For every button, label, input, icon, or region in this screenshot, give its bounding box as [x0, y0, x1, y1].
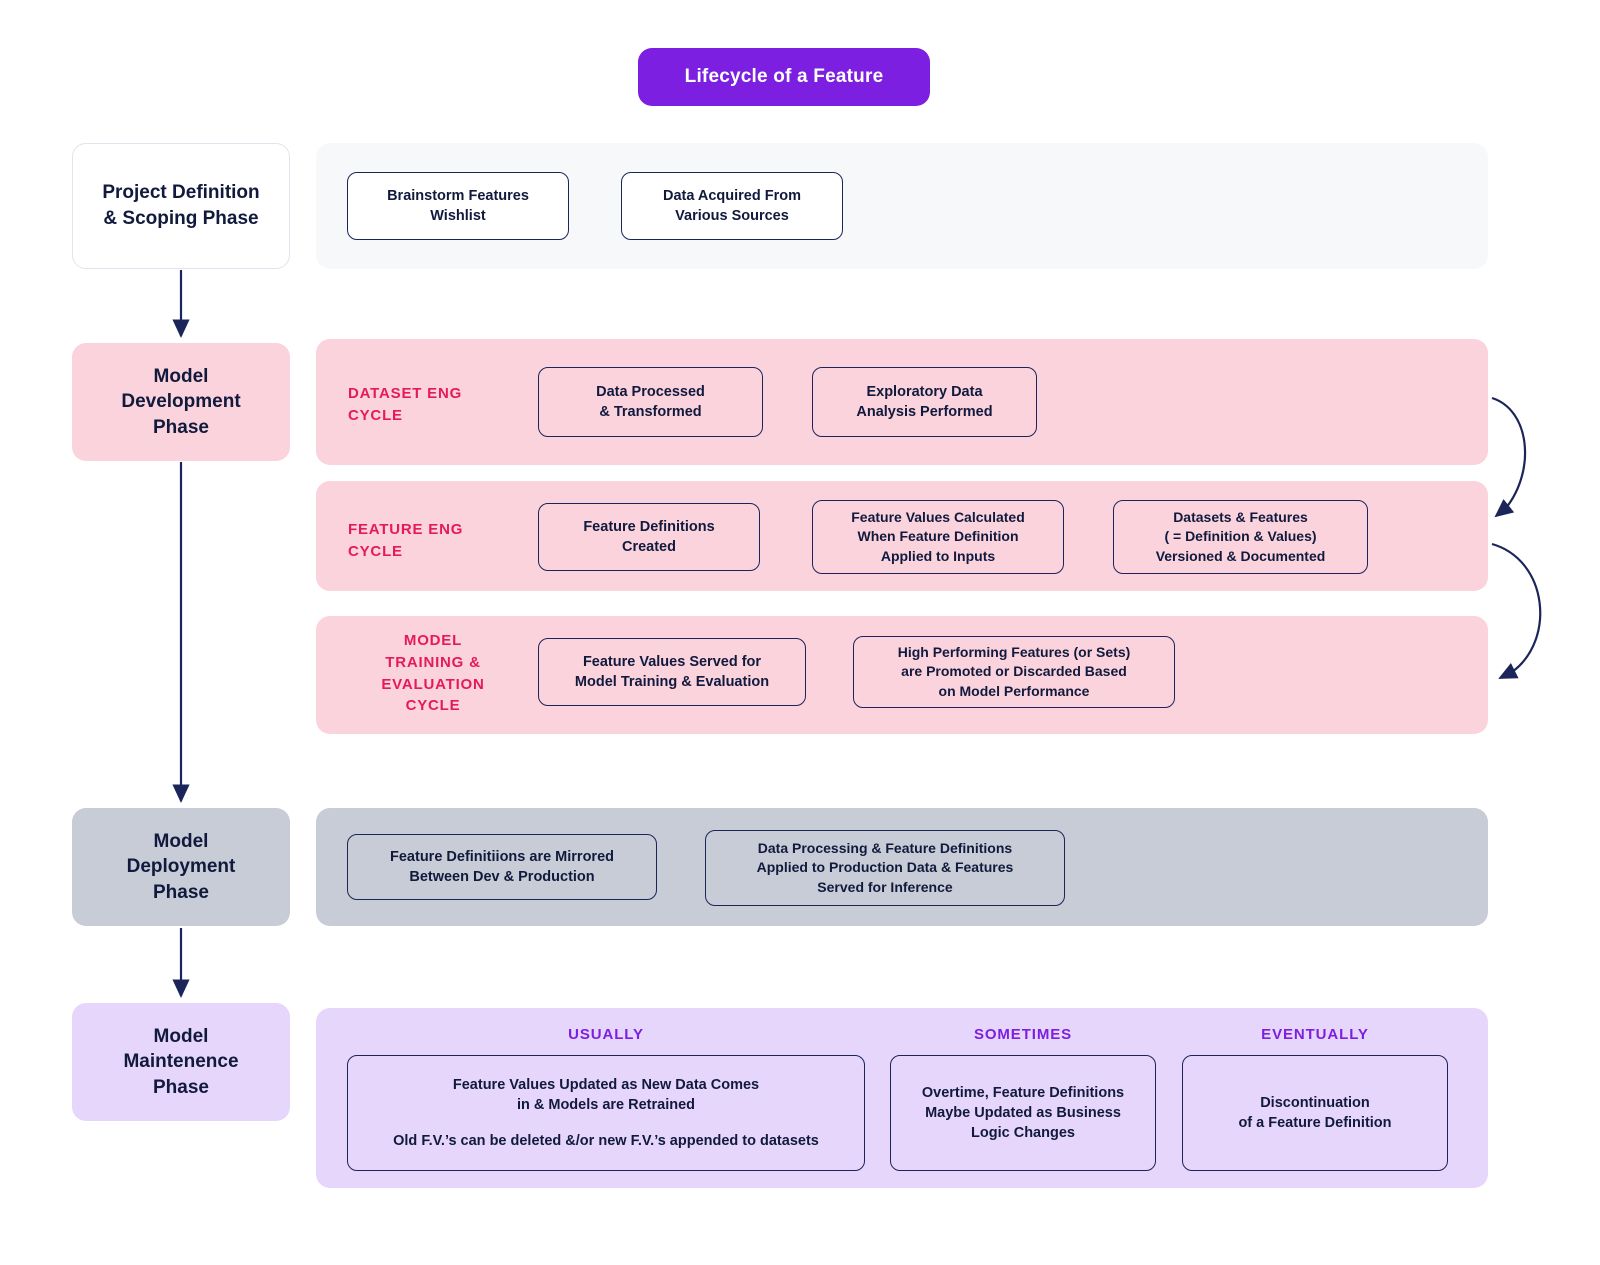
- phase-maintenance-line1: Model: [153, 1025, 209, 1047]
- node-eventually-discontinuation: [1182, 1055, 1448, 1171]
- cycle-dataset-line2: CYCLE: [348, 406, 403, 424]
- node-usually-line3: Old F.V.’s can be deleted &/or new F.V.’s appended to datasets: [393, 1133, 819, 1149]
- maintenance-header-eventually: EVENTUALLY: [1261, 1026, 1369, 1043]
- cycle-dataset-line1: DATASET ENG: [348, 385, 463, 402]
- page-title: Lifecycle of a Feature: [638, 48, 930, 106]
- node-acquired-line1: Data Acquired From: [662, 188, 802, 204]
- node-served-line2: Model Training & Evaluation: [574, 674, 770, 690]
- node-eda-line2: Analysis Performed: [856, 404, 993, 420]
- phase-development-line1: Model: [153, 365, 209, 387]
- node-eventually-line2: of a Feature Definition: [1238, 1115, 1392, 1131]
- node-served-line1: Feature Values Served for: [582, 654, 762, 670]
- node-applied-line1: Data Processing & Feature Definitions: [757, 840, 1013, 857]
- phase-scoping-line1: Project Definition: [102, 182, 260, 204]
- node-eda-line1: Exploratory Data: [866, 384, 983, 400]
- node-data-acquired: [621, 172, 843, 240]
- node-acquired-line2: Various Sources: [675, 208, 789, 224]
- cycle-feature-line2: CYCLE: [348, 542, 403, 560]
- node-highperf-line1: High Performing Features (or Sets): [897, 644, 1131, 661]
- phase-label-maintenance: [72, 1003, 290, 1121]
- maintenance-header-sometimes: SOMETIMES: [973, 1026, 1073, 1043]
- node-featvals-line3: Applied to Inputs: [880, 547, 996, 564]
- phase-development-line3: Phase: [153, 416, 209, 438]
- node-processed-line2: & Transformed: [599, 404, 702, 420]
- cycle-training-line2: TRAINING &: [385, 653, 481, 671]
- arrow-loop-feature-to-training: [1492, 544, 1540, 678]
- node-usually-line2: in & Models are Retrained: [516, 1097, 696, 1113]
- node-mirrored-line2: Between Dev & Production: [409, 869, 595, 885]
- node-featdefs-line2: Created: [621, 539, 676, 555]
- cycle-label-model-training: [348, 630, 518, 717]
- node-usually-feature-values-updated: [347, 1055, 865, 1171]
- phase-deployment-line3: Phase: [153, 881, 209, 903]
- cycle-feature-line1: FEATURE ENG: [348, 521, 464, 538]
- arrow-loop-dataset-to-feature: [1492, 398, 1525, 516]
- node-brainstorm-features: [347, 172, 569, 240]
- phase-deployment-line2: Deployment: [126, 856, 236, 878]
- node-applied-to-production: [705, 830, 1065, 906]
- node-sometimes-line2: Maybe Updated as Business: [925, 1105, 1121, 1121]
- phase-label-deployment: [72, 808, 290, 926]
- node-applied-line3: Served for Inference: [817, 878, 953, 895]
- node-datasets-line3: Versioned & Documented: [1155, 547, 1326, 564]
- node-brainstorm-line2: Wishlist: [430, 208, 486, 224]
- node-mirrored-line1: Feature Definitiions are Mirrored: [390, 849, 614, 865]
- node-sometimes-line1: Overtime, Feature Definitions: [921, 1085, 1125, 1101]
- node-applied-line2: Applied to Production Data & Features: [756, 859, 1014, 876]
- maintenance-header-usually: USUALLY: [568, 1026, 644, 1043]
- node-high-performing-features: [853, 636, 1175, 708]
- node-data-processed: [538, 367, 763, 437]
- node-usually-line1: Feature Values Updated as New Data Comes: [452, 1077, 760, 1093]
- node-feature-definitions-created: [538, 503, 760, 571]
- phase-maintenance-line2: Maintenence: [123, 1051, 239, 1073]
- node-exploratory-data-analysis: [812, 367, 1037, 437]
- cycle-training-line1: MODEL: [403, 632, 463, 649]
- node-datasets-line1: Datasets & Features: [1173, 509, 1308, 526]
- cycle-training-line3: EVALUATION: [381, 675, 485, 693]
- node-feature-values-served: [538, 638, 806, 706]
- node-featvals-line2: When Feature Definition: [857, 528, 1019, 545]
- phase-label-scoping: [72, 143, 290, 269]
- node-highperf-line3: on Model Performance: [938, 682, 1090, 699]
- phase-maintenance-line3: Phase: [153, 1076, 209, 1098]
- phase-deployment-line1: Model: [153, 830, 209, 852]
- node-sometimes-line3: Logic Changes: [971, 1125, 1075, 1141]
- node-highperf-line2: are Promoted or Discarded Based: [901, 663, 1127, 680]
- node-datasets-line2: ( = Definition & Values): [1164, 528, 1317, 545]
- phase-scoping-line2: & Scoping Phase: [103, 208, 259, 229]
- node-datasets-and-features-versioned: [1113, 500, 1368, 574]
- node-feature-values-calculated: [812, 500, 1064, 574]
- phase-development-line2: Development: [121, 391, 241, 413]
- node-sometimes-definitions-updated: [890, 1055, 1156, 1171]
- node-eventually-line1: Discontinuation: [1260, 1095, 1370, 1111]
- node-featvals-line1: Feature Values Calculated: [851, 509, 1025, 526]
- node-featdefs-line1: Feature Definitions: [583, 519, 715, 535]
- cycle-label-dataset-eng: [348, 383, 518, 427]
- phase-label-development: [72, 343, 290, 461]
- cycle-label-feature-eng: [348, 519, 518, 563]
- cycle-training-line4: CYCLE: [405, 697, 461, 715]
- node-brainstorm-line1: Brainstorm Features: [387, 188, 529, 204]
- node-processed-line1: Data Processed: [596, 384, 705, 400]
- node-feature-definitions-mirrored: [347, 834, 657, 900]
